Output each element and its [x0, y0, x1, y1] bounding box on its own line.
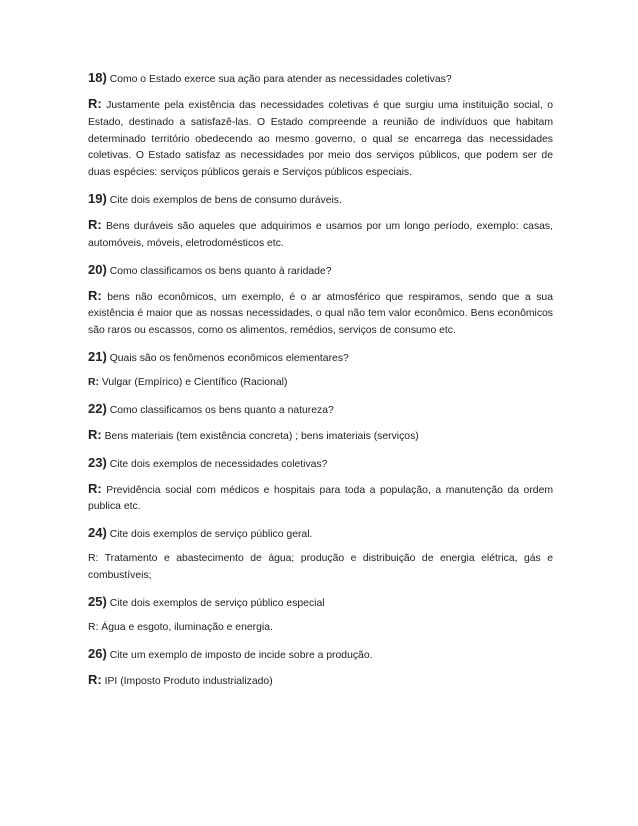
answer-text: Água e esgoto, iluminação e energia. [101, 621, 273, 633]
question-number: 24) [88, 525, 107, 541]
question-number: 19) [88, 190, 107, 206]
question-text: Cite dois exemplos de bens de consumo duráveis. [109, 194, 342, 206]
qa-item-19 [88, 192, 553, 253]
qa-item-22 [88, 402, 553, 446]
question-text: Cite dois exemplos de necessidades coletivas? [109, 458, 328, 470]
answer-label: R: [88, 216, 102, 232]
question-19 [88, 192, 553, 208]
answer-text: Bens materiais (tem existência concreta) ; bens imateriais (serviços) [104, 430, 419, 442]
question-21 [88, 350, 553, 366]
answer-label: R: [88, 96, 102, 111]
answer-label: R: [88, 480, 102, 496]
question-number: 25) [88, 593, 107, 609]
question-number: 20) [88, 261, 107, 277]
answer-22 [88, 427, 553, 446]
answer-26 [88, 672, 553, 691]
question-number: 18) [88, 70, 107, 85]
answer-21 [88, 375, 553, 392]
qa-item-21 [88, 350, 553, 392]
question-text: Cite dois exemplos de serviço público especial [109, 597, 325, 609]
question-22 [88, 402, 553, 418]
question-20 [88, 263, 553, 279]
qa-item-26 [88, 647, 553, 691]
answer-23 [88, 481, 553, 517]
answer-text: Tratamento e abastecimento de água; produção e distribuição de energia elétrica, gás e combustíveis; [88, 553, 554, 581]
question-23 [88, 456, 553, 472]
qa-item-18 [88, 71, 553, 182]
qa-item-24 [88, 526, 553, 585]
question-text: Como classificamos os bens quanto à raridade? [109, 265, 332, 277]
question-number: 21) [88, 348, 107, 364]
question-text: Cite um exemplo de imposto de incide sobre a produção. [109, 649, 373, 661]
answer-label: R: [88, 553, 99, 565]
answer-text: Bens duráveis são aqueles que adquirimos e usamos por um longo período, exemplo: casas, automóveis, móveis, eletrodomésticos etc. [88, 220, 553, 249]
answer-18 [88, 96, 553, 182]
answer-25 [88, 620, 553, 637]
question-text: Cite dois exemplos de serviço público geral. [109, 529, 313, 541]
answer-text: bens não econômicos, um exemplo, é o ar atmosférico que respiramos, sendo que a sua existência é maior que as nossas necessidades, o qual não tem valor econômico. Bens econômicos são raros ou escassos, como os alimentos, remédios, serviços de consumo etc. [88, 291, 553, 337]
answer-text: IPI (Imposto Produto industrializado) [104, 675, 273, 687]
question-text: Quais são os fenômenos econômicos elementares? [109, 352, 349, 364]
question-text: Como o Estado exerce sua ação para atender as necessidades coletivas? [109, 74, 452, 85]
question-number: 26) [88, 645, 107, 661]
qa-item-25 [88, 595, 553, 637]
question-25 [88, 595, 553, 611]
answer-24 [88, 551, 553, 585]
answer-text: Vulgar (Empírico) e Científico (Racional) [101, 376, 288, 388]
answer-label: R: [88, 376, 99, 388]
question-number: 23) [88, 454, 107, 470]
question-number: 22) [88, 400, 107, 416]
answer-label: R: [88, 426, 102, 442]
question-text: Como classificamos os bens quanto a natureza? [109, 404, 334, 416]
answer-label: R: [88, 621, 99, 633]
answer-19 [88, 217, 553, 253]
answer-label: R: [88, 671, 102, 687]
question-18 [88, 71, 553, 87]
qa-item-23 [88, 456, 553, 517]
qa-item-20 [88, 263, 553, 340]
answer-text: Justamente pela existência das necessidades coletivas é que surgiu uma instituição social, o Estado, destinado a satisfazê-las. O Estado compreende a reunião de indivíduos que habitam determinado território obedecendo ao mesmo governo, o qual se encarrega das necessidades coletivas. O Estado satisfaz as necessidades por meio dos serviços públicos, que podem ser de duas espécies: serviços públicos gerais e Serviços públicos especiais. [88, 100, 553, 179]
answer-text: Previdência social com médicos e hospitais para toda a população, a manutenção da ordem publica etc. [88, 484, 553, 513]
answer-label: R: [88, 287, 102, 303]
question-26 [88, 647, 553, 663]
answer-20 [88, 288, 553, 340]
question-24 [88, 526, 553, 542]
